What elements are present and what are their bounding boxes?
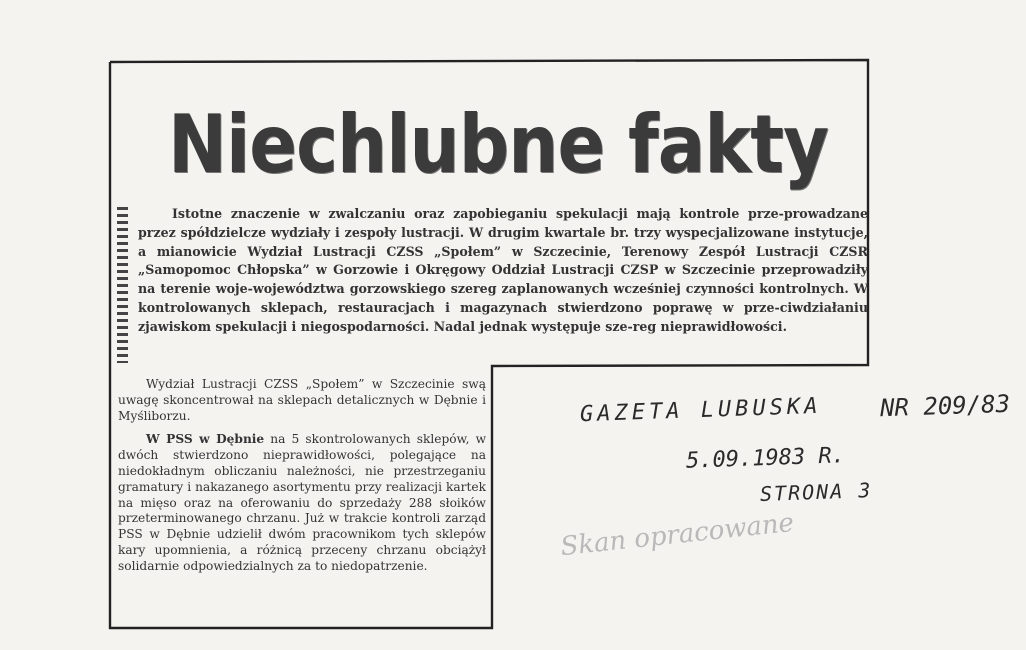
body-column xyxy=(118,377,486,583)
handwritten-issue-number: NR 209/83 xyxy=(879,389,1011,423)
body-paragraph-2-text: na 5 skontrolowanych sklepów, w dwóch stwierdzono nieprawidłowości, polegające na niedokładnym obliczaniu należności, nie przestrzeganiu gramatury i nakazanego asortymentu przy realizacji kartek na mięso oraz na oferowaniu do sprzedaży 288 słoików przeterminowanego chrzanu. Już w trakcie kontroli zarząd PSS w Dębnie udzielił dwóm pracownikom tych sklepów kary upomnienia, a różnicą przeceny chrzanu obciążył solidarnie odpowiedzialnych za to niedopatrzenie. xyxy=(118,432,487,573)
hatch-marker xyxy=(117,207,128,363)
handwritten-page: STRONA 3 xyxy=(759,478,873,506)
body-paragraph-2 xyxy=(118,432,486,574)
headline: Niechlubne fakty xyxy=(168,98,829,191)
body-paragraph-2-bold: W PSS w Dębnie xyxy=(146,432,265,447)
lead-paragraph xyxy=(138,205,868,337)
lead-text: Istotne znaczenie w zwalczaniu oraz zapobieganiu spekulacji mają kontrole prze-prowadzane przez spółdzielcze wydziały i zespoły lustracji. W drugim kwartale br. trzy wyspecjalizowane instytucje, a mianowicie Wydział Lustracji CZSS „Społem” w Szczecinie, Terenowy Zespół Lustracji CZSR „Samopomoc Chłopska” w Gorzowie i Okręgowy Oddział Lustracji CZSP w Szczecinie przeprowadziły na terenie woje-województwa gorzowskiego szereg zaplanowanych wcześniej czynności kontrolnych. W kontrolowanych sklepach, restauracjach i magazynach stwierdzono poprawę w prze-ciwdziałaniu zjawiskom spekulacji i niegospodarności. Nadal jednak występuje sze-reg nieprawidłowości. xyxy=(138,206,868,334)
handwritten-newspaper-title: GAZETA LUBUSKA xyxy=(579,393,822,428)
body-paragraph-1: Wydział Lustracji CZSS „Społem” w Szczecinie swą uwagę skoncentrował na sklepach detalicznych w Dębnie i Myśliborzu. xyxy=(118,377,486,423)
handwritten-date: 5.09.1983 R. xyxy=(685,443,846,474)
pencil-note: Skan opracowane xyxy=(559,507,796,563)
